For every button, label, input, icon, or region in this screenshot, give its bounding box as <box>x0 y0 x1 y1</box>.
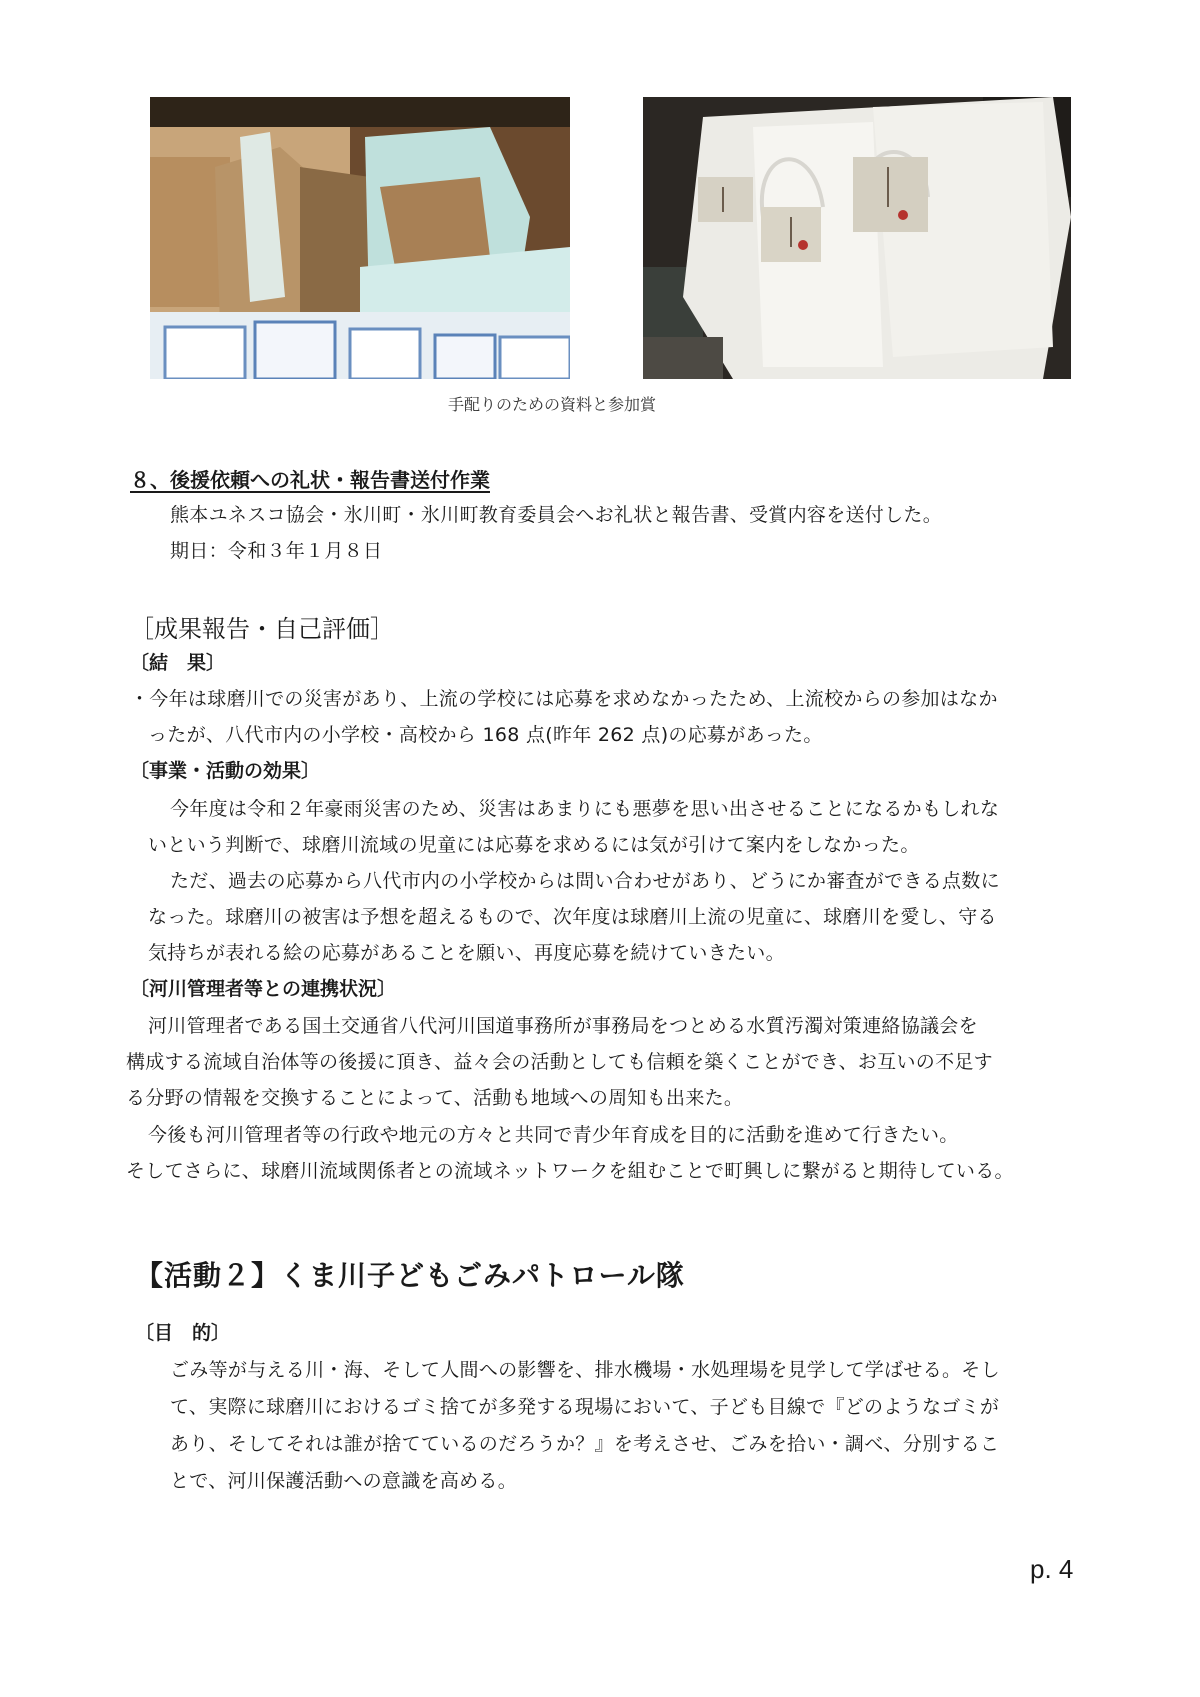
purpose-line: て、実際に球磨川におけるゴミ捨てが多発する現場において、子ども目線で『どのようなゴミが <box>170 1396 1000 1418</box>
section8-heading: ８、後援依頼への礼状・報告書送付作業 <box>130 468 490 492</box>
photo-box-of-bags-and-papers <box>150 97 570 379</box>
section8-line2: 期日：令和３年１月８日 <box>170 540 383 562</box>
cooperation-heading: 〔河川管理者等との連携状況〕 <box>130 978 397 1000</box>
photo-right <box>643 97 1071 379</box>
report-heading: ［成果報告・自己評価］ <box>130 615 394 643</box>
section8-line1: 熊本ユネスコ協会・氷川町・氷川町教育委員会へお礼状と報告書、受賞内容を送付した。 <box>170 504 943 526</box>
effects-line: 今年度は令和２年豪雨災害のため、災害はあまりにも悪夢を思い出させることになるかもしれな <box>170 798 1000 820</box>
cooperation-line: 河川管理者である国土交通省八代河川国道事務所が事務局をつとめる水質汚濁対策連絡協議会を <box>148 1015 978 1037</box>
page-number: p. 4 <box>1030 1554 1074 1584</box>
photo-caption: 手配りのための資料と参加賞 <box>448 395 657 414</box>
purpose-heading: 〔目 的〕 <box>135 1322 231 1344</box>
effects-line: いという判断で、球磨川流域の児童には応募を求めるには気が引けて案内をしなかった。 <box>148 834 920 856</box>
activity2-heading: 【活動２】くま川子どもごみパトロール隊 <box>135 1259 685 1292</box>
cooperation-line: 今後も河川管理者等の行政や地元の方々と共同で青少年育成を目的に活動を進めて行きたい。 <box>148 1124 959 1146</box>
results-line: ・今年は球磨川での災害があり、上流の学校には応募を求めなかったため、上流校からの参加はなか <box>130 688 998 710</box>
results-heading: 〔結 果〕 <box>130 652 226 674</box>
purpose-line: あり、そしてそれは誰が捨てているのだろうか？』を考えさせ、ごみを拾い・調べ、分別するこ <box>170 1433 1000 1455</box>
effects-line: 気持ちが表れる絵の応募があることを願い、再度応募を続けていきたい。 <box>148 942 785 964</box>
effects-line: ただ、過去の応募から八代市内の小学校からは問い合わせがあり、どうにか審査ができる点数に <box>170 870 1000 892</box>
cooperation-line: そしてさらに、球磨川流域関係者との流域ネットワークを組むことで町興しに繋がると期待している。 <box>126 1160 1014 1182</box>
photo-white-paper-bags <box>643 97 1071 379</box>
effects-heading: 〔事業・活動の効果〕 <box>130 760 321 782</box>
photo-left <box>150 97 570 379</box>
effects-line: なった。球磨川の被害は予想を超えるもので、次年度は球磨川上流の児童に、球磨川を愛し、守る <box>148 906 997 928</box>
results-line: ったが、八代市内の小学校・高校から 168 点(昨年 262 点)の応募があった。 <box>148 724 823 746</box>
cooperation-line: 構成する流域自治体等の後援に頂き、益々会の活動としても信頼を築くことができ、お互いの不足す <box>126 1051 993 1073</box>
purpose-line: ごみ等が与える川・海、そして人間への影響を、排水機場・水処理場を見学して学ばせる。そし <box>170 1359 1000 1381</box>
cooperation-line: る分野の情報を交換することによって、活動も地域への周知も出来た。 <box>126 1087 744 1109</box>
purpose-line: とで、河川保護活動への意識を高める。 <box>170 1470 518 1492</box>
